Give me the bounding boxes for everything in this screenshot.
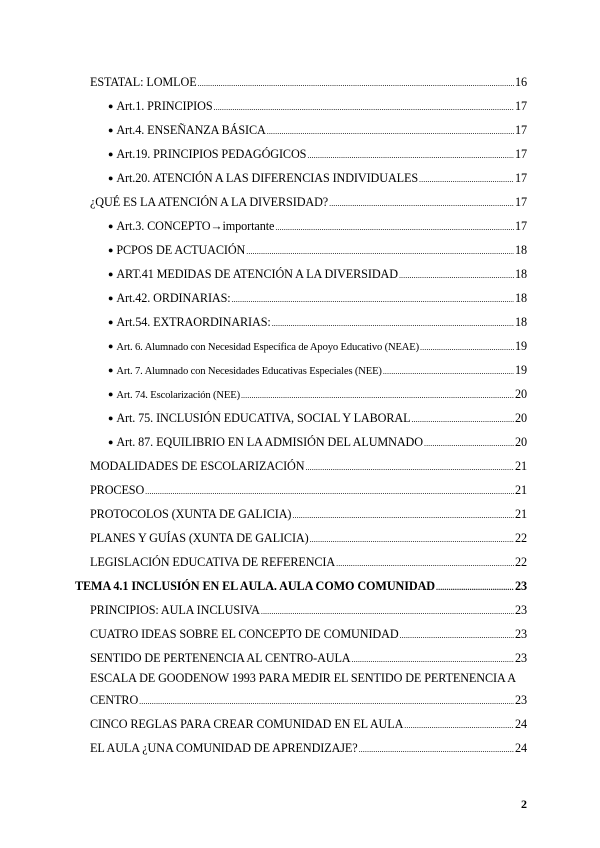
toc-entry[interactable]: ● PCPOS DE ACTUACIÓN ..... 18: [108, 243, 527, 258]
toc-entry-line2[interactable]: CENTRO ..... 23: [90, 693, 527, 708]
toc-entry[interactable]: ● Art. 74. Escolarización (NEE) ..... 20: [108, 387, 527, 402]
bullet-icon: ●: [108, 341, 114, 351]
toc-entry[interactable]: ● Art. 75. INCLUSIÓN EDUCATIVA, SOCIAL Y LABORAL ..... 20: [108, 411, 527, 426]
toc-entry[interactable]: ● ART.41 MEDIDAS DE ATENCIÓN A LA DIVERSIDAD ..... 18: [108, 267, 527, 282]
toc-entry[interactable]: ● Art.42. ORDINARIAS: ..... 18: [108, 291, 527, 306]
toc-entry[interactable]: ● Art. 6. Alumnado con Necesidad Específica de Apoyo Educativo (NEAE) ..... 19: [108, 339, 527, 354]
bullet-icon: ●: [108, 269, 114, 279]
toc-entry[interactable]: ● Art. 87. EQUILIBRIO EN LA ADMISIÓN DEL ALUMNADO ..... 20: [108, 435, 527, 450]
toc-entry[interactable]: PRINCIPIOS: AULA INCLUSIVA ..... 23: [90, 603, 527, 618]
toc-entry[interactable]: ● Art.4. ENSEÑANZA BÁSICA ..... 17: [108, 123, 527, 138]
bullet-icon: ●: [108, 293, 114, 303]
bullet-icon: ●: [108, 389, 114, 399]
toc-entry[interactable]: ● Art. 7. Alumnado con Necesidades Educativas Especiales (NEE) ..... 19: [108, 363, 527, 378]
toc-entry[interactable]: ● Art.54. EXTRAORDINARIAS: ..... 18: [108, 315, 527, 330]
toc-entry[interactable]: EL AULA ¿UNA COMUNIDAD DE APRENDIZAJE? ..... 24: [90, 741, 527, 756]
bullet-icon: ●: [108, 317, 114, 327]
bullet-icon: ●: [108, 149, 114, 159]
toc-entry[interactable]: MODALIDADES DE ESCOLARIZACIÓN ..... 21: [90, 459, 527, 474]
bullet-icon: ●: [108, 173, 114, 183]
toc-entry[interactable]: ● Art.19. PRINCIPIOS PEDAGÓGICOS ..... 17: [108, 147, 527, 162]
bullet-icon: ●: [108, 221, 114, 231]
bullet-icon: ●: [108, 413, 114, 423]
toc-entry[interactable]: CUATRO IDEAS SOBRE EL CONCEPTO DE COMUNIDAD ..... 23: [90, 627, 527, 642]
bullet-icon: ●: [108, 365, 114, 375]
bullet-icon: ●: [108, 125, 114, 135]
toc-entry-line1[interactable]: ESCALA DE GOODENOW 1993 PARA MEDIR EL SENTIDO DE PERTENENCIA A: [90, 671, 516, 685]
toc-entry[interactable]: PLANES Y GUÍAS (XUNTA DE GALICIA) ..... 22: [90, 531, 527, 546]
bullet-icon: ●: [108, 101, 114, 111]
toc-entry[interactable]: CINCO REGLAS PARA CREAR COMUNIDAD EN EL AULA ..... 24: [90, 717, 527, 732]
toc-entry[interactable]: PROCESO ..... 21: [90, 483, 527, 498]
toc-entry[interactable]: ¿QUÉ ES LA ATENCIÓN A LA DIVERSIDAD? ..... 17: [90, 195, 527, 210]
toc-entry[interactable]: SENTIDO DE PERTENENCIA AL CENTRO-AULA ..... 23: [90, 651, 527, 666]
bullet-icon: ●: [108, 437, 114, 447]
bullet-icon: ●: [108, 245, 114, 255]
page-number: 2: [521, 797, 527, 811]
toc-entry[interactable]: PROTOCOLOS (XUNTA DE GALICIA) ..... 21: [90, 507, 527, 522]
toc-entry[interactable]: ● Art.20. ATENCIÓN A LAS DIFERENCIAS INDIVIDUALES ..... 17: [108, 171, 527, 186]
toc-entry[interactable]: LEGISLACIÓN EDUCATIVA DE REFERENCIA ..... 22: [90, 555, 527, 570]
toc-entry[interactable]: ● Art.1. PRINCIPIOS ..... 17: [108, 99, 527, 114]
toc-entry[interactable]: ESTATAL: LOMLOE ..... 16: [90, 75, 527, 90]
toc-chapter-entry[interactable]: TEMA 4.1 INCLUSIÓN EN EL AULA. AULA COMO COMUNIDAD ..... 23: [75, 579, 527, 594]
toc-entry[interactable]: ● Art.3. CONCEPTO→importante ..... 17: [108, 219, 527, 234]
